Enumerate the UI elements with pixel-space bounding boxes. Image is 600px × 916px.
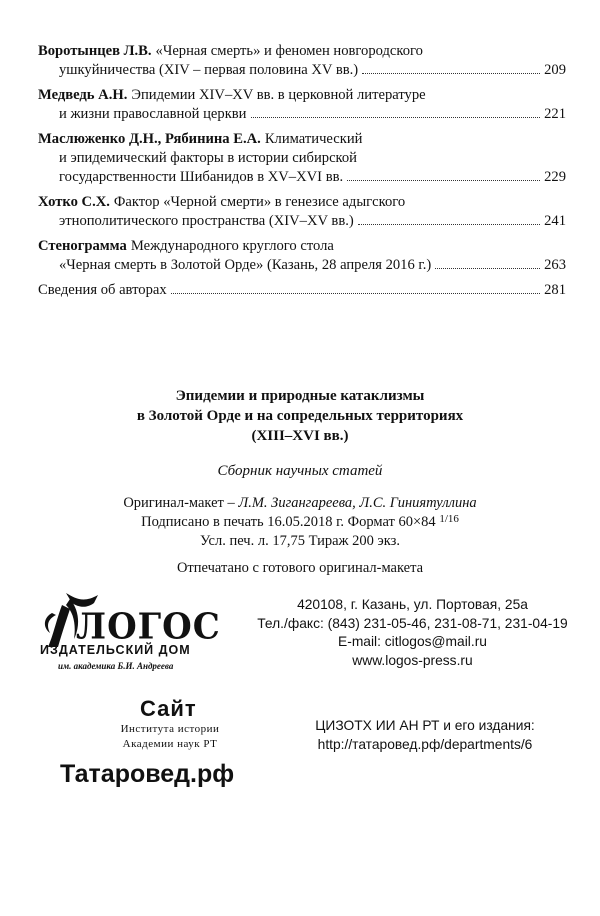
publisher-phone: Тел./факс: (843) 231-05-46, 231-08-71, 231-04-19	[257, 615, 568, 631]
book-title-line: в Золотой Орде и на сопредельных территориях	[136, 408, 464, 424]
toc-text: Сведения об авторах	[38, 282, 167, 298]
toc-line	[38, 237, 566, 256]
dot-leader	[347, 180, 540, 181]
toc-author: Хотко С.Х.	[38, 194, 110, 210]
layout-credit	[0, 494, 600, 513]
toc-line	[38, 130, 566, 149]
toc-page-number: 229	[544, 169, 566, 185]
print-line: Усл. печ. л. 17,75 Тираж 200 экз.	[200, 533, 400, 549]
toc-line	[38, 61, 566, 80]
toc-text: Климатический	[264, 131, 363, 147]
printed-from: Отпечатано с готового оригинал-макета	[176, 560, 424, 576]
layout-names: Л.М. Зигангареева, Л.С. Гиниятуллина	[238, 495, 477, 511]
book-title-line: (XIII–XVI вв.)	[251, 428, 349, 444]
toc-line	[38, 256, 566, 275]
toc-line	[38, 168, 566, 187]
toc-line	[38, 193, 566, 212]
toc-text: государственности Шибанидов в XV–XVI вв.	[59, 169, 344, 185]
toc-page-number: 209	[544, 62, 566, 78]
toc-author: Воротынцев Л.В.	[38, 43, 152, 59]
toc-page-number: 263	[544, 257, 566, 273]
toc-text: и жизни православной церкви	[59, 106, 247, 122]
toc-page-number: 281	[544, 282, 566, 298]
toc-text: «Черная смерть в Золотой Орде» (Казань, 28 апреля 2016 г.)	[59, 257, 432, 273]
site-title: Сайт	[140, 696, 197, 721]
imprint	[0, 494, 600, 551]
toc-page-number: 241	[544, 213, 566, 229]
publisher-logo	[36, 587, 226, 687]
format-fraction: 1/16	[439, 512, 459, 525]
toc-author: Маслюженко Д.Н., Рябинина Е.А.	[38, 131, 261, 147]
table-of-contents	[38, 42, 566, 306]
book-title-line: Эпидемии и природные катаклизмы	[175, 388, 425, 404]
toc-line	[38, 149, 566, 168]
site-institute-line: Института истории	[120, 723, 220, 735]
publisher-email: E-mail: citlogos@mail.ru	[338, 634, 487, 650]
toc-text: Эпидемии XIV–XV вв. в церковной литературе	[131, 87, 426, 103]
dot-leader	[362, 73, 540, 74]
toc-entry	[38, 237, 566, 275]
toc-line	[38, 86, 566, 105]
toc-entry	[38, 130, 566, 187]
layout-label: Оригинал-макет –	[123, 495, 235, 511]
site-institute-line: Академии наук РТ	[122, 738, 218, 750]
dot-leader	[435, 268, 540, 269]
book-subtitle: Сборник научных статей	[217, 463, 383, 479]
site-domain: Татаровед.рф	[60, 760, 235, 788]
toc-line	[38, 212, 566, 231]
toc-line	[38, 42, 566, 61]
center-info	[255, 717, 595, 754]
toc-text: и эпидемический факторы в истории сибирской	[59, 150, 357, 166]
dot-leader	[358, 224, 540, 225]
book-title	[0, 386, 600, 446]
signed-line	[0, 513, 600, 533]
dot-leader	[171, 293, 540, 294]
dot-leader	[251, 117, 541, 118]
toc-line	[38, 105, 566, 124]
publisher-named-after: им. академика Б.И. Андреева	[58, 661, 174, 671]
publisher-address: 420108, г. Казань, ул. Портовая, 25а	[297, 597, 528, 612]
center-url: http://татаровед.рф/departments/6	[317, 736, 533, 752]
logo-wordmark: ЛОГОС	[76, 606, 221, 648]
toc-entry	[38, 193, 566, 231]
center-line: ЦИЗОТХ ИИ АН РТ и его издания:	[315, 718, 535, 733]
toc-author: Медведь А.Н.	[38, 87, 128, 103]
toc-author: Стенограмма	[38, 238, 127, 254]
toc-entry	[38, 86, 566, 124]
toc-entry	[38, 281, 566, 300]
toc-line	[38, 281, 566, 300]
publisher-contacts	[230, 596, 595, 670]
publisher-website: www.logos-press.ru	[352, 652, 473, 668]
toc-text: этнополитического пространства (XIV–XV вв.)	[59, 213, 354, 229]
publishing-house-label: ИЗДАТЕЛЬСКИЙ ДОМ	[40, 643, 191, 657]
toc-text: ушкуйничества (XIV – первая половина XV вв.)	[59, 62, 359, 78]
toc-text: «Черная смерть» и феномен новгородского	[155, 43, 423, 59]
toc-page-number: 221	[544, 106, 566, 122]
toc-text: Фактор «Черной смерти» в генезисе адыгского	[113, 194, 406, 210]
toc-entry	[38, 42, 566, 80]
signed-text: Подписано в печать 16.05.2018 г. Формат 60×84	[141, 513, 436, 530]
site-institute	[110, 722, 230, 752]
toc-text: Международного круглого стола	[130, 238, 334, 254]
